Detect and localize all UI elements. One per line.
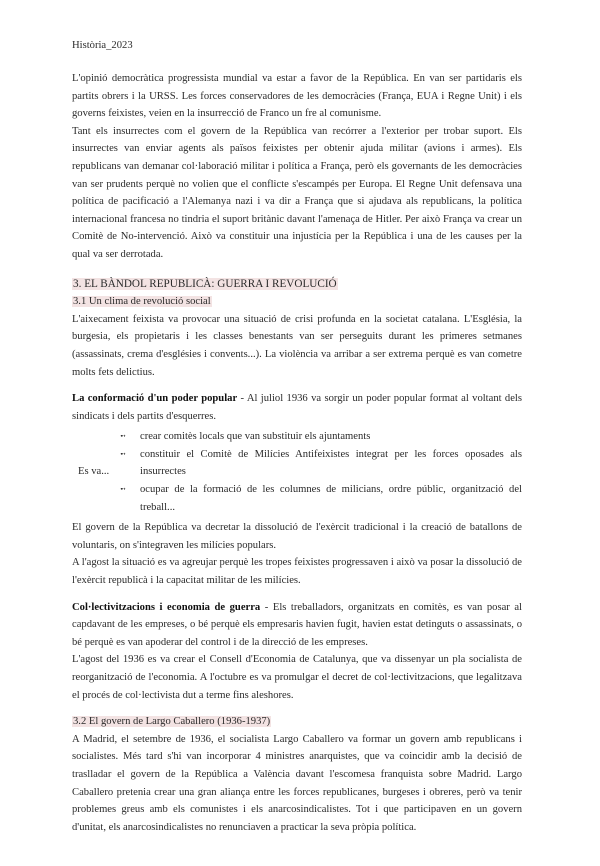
section-3	[72, 276, 522, 382]
paragraph-text: - Els treballadors, organitzats en comitès, es van posar al capdavant de les empreses, o bé perquè els empresaris havien fugit, havien estat detinguts o assassinats, o bé perquè es van apoderar del control i de la direcció de les empreses.	[72, 601, 522, 648]
arrow-bullet-icon: ➻	[120, 432, 126, 441]
subsection-heading: 3.2 El govern de Largo Caballero (1936-1937)	[73, 716, 271, 728]
list-item-text: crear comitès locals que van substituir els ajuntaments	[140, 431, 371, 443]
list-item	[120, 481, 522, 516]
bullet-list	[72, 428, 522, 516]
arrow-bullet-icon: ➻	[120, 449, 126, 458]
list-item-text: ocupar de la formació de les columnes de milicians, ordre públic, organització del treball...	[140, 484, 522, 513]
paragraph: L'aixecament feixista va provocar una situació de crisi profunda en la societat catalana. L'Església, la burgesia, els propietaris i les classes benestants van ser perseguits durant les primeres setmanes (assassinats, crema d'esglésies i convents...). La violència va arribar a ser extrema perquè es van cometre molts fets delictius.	[72, 313, 522, 378]
poder-popular	[72, 390, 522, 425]
collectivitzacions	[72, 599, 522, 705]
after-list	[72, 519, 522, 589]
subsection-heading: 3.1 Un clima de revolució social	[73, 296, 211, 308]
paragraph: El govern de la República va decretar la dissolució de l'exèrcit tradicional i la creació de batallons de voluntaris, on s'integraven les milícies populars.	[72, 522, 522, 551]
section-3-2	[72, 713, 522, 836]
list-item-text: constituir el Comitè de Milícies Antifeixistes integrat per les forces oposades als insurrectes	[140, 448, 522, 478]
bold-lead: La conformació d'un poder popular	[72, 393, 238, 405]
paragraph: A l'agost la situació es va agreujar perquè les tropes feixistes progressaven i això va posar la dissolució de l'exèrcit republicà i la capacitat militar de les milícies.	[72, 557, 522, 587]
page-header: Història_2023	[72, 40, 133, 51]
bold-lead: Col·lectivitzacions i economia de guerra	[72, 601, 261, 613]
section-heading: 3. EL BÀNDOL REPUBLICÀ: GUERRA I REVOLUCIÓ	[73, 277, 337, 290]
intro-section	[72, 70, 522, 264]
paragraph: Tant els insurrectes com el govern de la República van recórrer a l'exterior per trobar suport. Els insurrectes van enviar agents als països feixistes per obtenir ajuda militar (avions i armes). Els republicans van demanar col·laboració militar i política a França, però els governants de les democràcies van ser prudents perquè no volien que el conflicte s'escampés per Europa. El Regne Unit defensava una política de pacificació a l'Alemanya nazi i va dir a França que si ajudava als republicans, la política internacional francesa no tindria el suport britànic davant l'amenaça de Hitler. Per això França va crear un Comitè de No-intervenció. Això va constituir una injustícia per la República i una de les causes per la qual va ser derrotada.	[72, 125, 522, 260]
list-label: Es va...	[78, 466, 110, 478]
list-item	[120, 428, 522, 446]
paragraph-text: - Al juliol 1936 va sorgir un poder popular format al voltant dels sindicats i dels partits d'esquerres.	[72, 393, 523, 422]
arrow-bullet-icon: ➻	[120, 485, 126, 494]
paragraph: L'opinió democràtica progressista mundial va estar a favor de la República. En van ser partidaris els partits obrers i la URSS. Les forces conservadores de les democràcies (França, EUA i Regne Unit) i els governs feixistes, veien en la insurrecció de Franco un fre al comunisme.	[72, 73, 522, 120]
paragraph: L'agost del 1936 es va crear el Consell d'Economia de Catalunya, que va dissenyar un pla socialista de reorganització de l'economia. A l'octubre es va promulgar el decret de col·lectivitzacions, que legalitzava el procés de col·lectivista dut a terme fins aleshores.	[72, 654, 522, 701]
paragraph: A Madrid, el setembre de 1936, el socialista Largo Caballero va formar un govern amb republicans i socialistes. Més tard s'hi van incorporar 4 ministres anarquistes, que va coincidir amb la decisió de traslladar el govern de la República a València davant l'escomesa franquista sobre Madrid. Largo Caballero pretenia crear una gran aliança entre les forces republicanes, burgeses i obreres, però va tenir problemes greus amb els comunistes i els anarcosindicalistes. Tot i que participaven en un govern d'unitat, els anarcosindicalistes no renunciaven a practicar la seva pròpia política.	[72, 733, 522, 833]
list-item	[120, 446, 522, 481]
